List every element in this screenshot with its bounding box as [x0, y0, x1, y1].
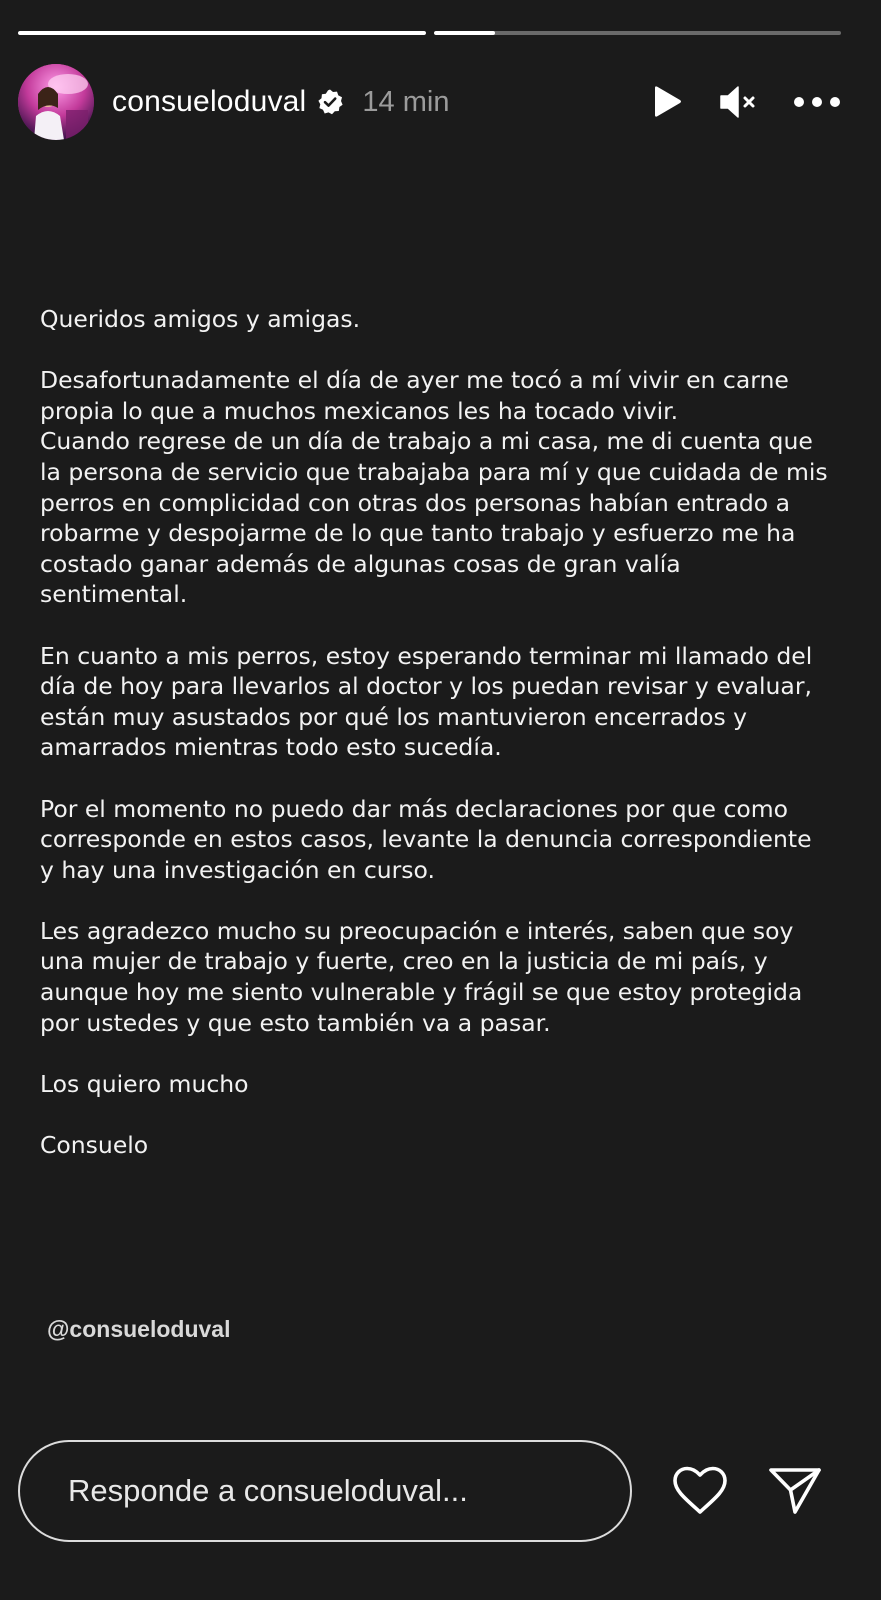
mute-button[interactable] — [719, 85, 757, 119]
progress-segment-1 — [18, 31, 426, 35]
play-icon — [651, 85, 683, 119]
letter-paragraph: Queridos amigos y amigas. — [40, 305, 361, 333]
letter-paragraph: En cuanto a mis perros, estoy esperando terminar mi llamado del día de hoy para llevarlos al doctor y los puedan revisar y evaluar, están muy asustados por qué los mantuvieron encerrados y amarrados mientras todo esto sucedía. — [40, 641, 813, 762]
username[interactable]: consueloduval — [112, 85, 307, 118]
header-actions — [651, 85, 841, 119]
more-options-icon — [793, 96, 841, 108]
letter-paragraph: Desafortunadamente el día de ayer me tocó a mí vivir en carne propia lo que a muchos mexicanos les ha tocado vivir. Cuando regrese de un día de trabajo a mi casa, me di cuenta que la persona de servicio que trabajaba para mí y que cuidada de mis perros en complicidad con otras dos personas habían entrado a robarme y despojarme de lo que tanto trabajo y esfuerzo me ha costado ganar además de algunas cosas de gran valía sentimental. — [40, 366, 828, 609]
avatar[interactable] — [18, 64, 94, 140]
story-header — [18, 64, 841, 140]
story-progress-bar — [18, 31, 841, 35]
share-button[interactable] — [768, 1466, 822, 1516]
more-options-button[interactable] — [793, 96, 841, 108]
avatar-image — [18, 64, 94, 140]
like-button[interactable] — [672, 1466, 728, 1516]
letter-paragraph: Los quiero mucho — [40, 1069, 249, 1098]
play-button[interactable] — [651, 85, 683, 119]
letter-paragraph: Por el momento no puedo dar más declaraciones por que como corresponde en estos casos, levante la denuncia correspondiente y hay una investigación en curso. — [40, 794, 812, 884]
progress-segment-2 — [434, 31, 842, 35]
reply-input[interactable] — [18, 1440, 632, 1542]
timestamp: 14 min — [362, 85, 450, 118]
reply-placeholder: Responde a consueloduval... — [68, 1473, 468, 1508]
muted-speaker-icon — [719, 85, 757, 119]
verified-badge-icon — [316, 88, 344, 116]
progress-fill — [18, 31, 426, 35]
heart-icon — [672, 1466, 728, 1516]
send-icon — [768, 1466, 822, 1516]
letter-paragraph: Les agradezco mucho su preocupación e interés, saben que soy una mujer de trabajo y fuerte, creo en la justicia de mi país, y aunque hoy me siento vulnerable y frágil se que estoy protegida por ustedes y que esto también va a pasar. — [40, 916, 803, 1037]
watermark-handle: @consueloduval — [47, 1316, 231, 1342]
progress-fill — [434, 31, 495, 35]
story-text-content — [40, 304, 830, 1161]
letter-signature: Consuelo — [40, 1131, 149, 1160]
reply-actions — [672, 1466, 822, 1516]
